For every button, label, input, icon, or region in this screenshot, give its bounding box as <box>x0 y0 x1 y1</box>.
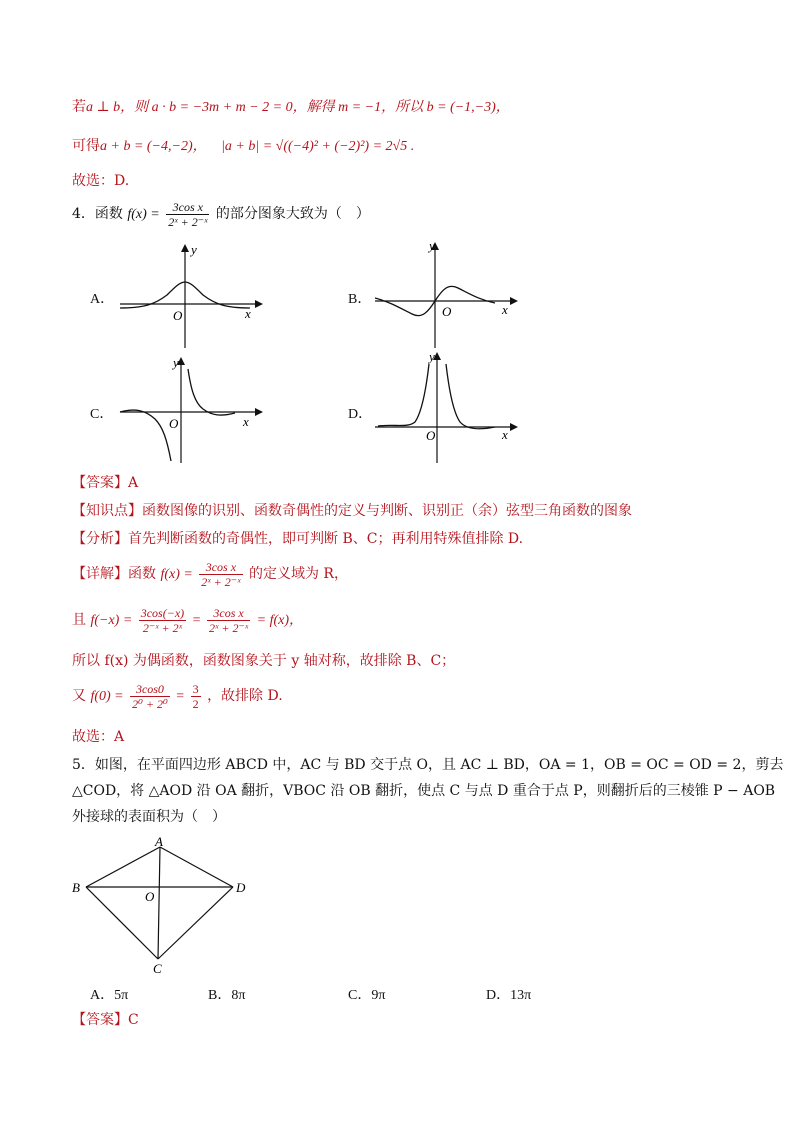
q4-option-b-label: B． <box>348 292 372 307</box>
q5-option-b: B．8π <box>208 988 246 1003</box>
q4-option-d-label: D． <box>348 407 373 422</box>
q4-a-origin: O <box>173 308 183 323</box>
q5-label-a: A <box>155 835 163 849</box>
q5-edge-ad <box>160 847 233 887</box>
q4-detail-2: 且 f(−x) = $\frac{3\cos(-x)}{\text{2⁻ˣ + 2ˣ}}$ = $\frac{\text{3cos x}}{\text{2ˣ + 2⁻ˣ}}$ = f(x)， <box>72 605 304 635</box>
q4-c-x-label: x <box>243 414 249 429</box>
q4-detail-3: 所以 f(x) 为偶函数，函数图象关于 y 轴对称，故排除 B、C； <box>72 653 456 669</box>
q4-b-origin: O <box>442 304 452 319</box>
q5-line2: △COD，将 △AOD 沿 OA 翻折，VBOC 沿 OB 翻折，使点 C 与点 D 重合于点 P，则翻折后的三棱锥 P − AOB <box>72 783 776 799</box>
q4-graph-c <box>115 355 265 465</box>
q5-answer-tag: 【答案】 <box>72 1012 128 1028</box>
q4-detail-eq: = <box>176 689 185 704</box>
q4-stem <box>72 198 370 231</box>
q5-answer <box>72 1011 139 1029</box>
q4-detail-4 <box>72 680 283 713</box>
q4-detail-frac3-num: 3cos0 <box>135 681 164 696</box>
q4-d-origin: O <box>426 428 436 443</box>
q4-detail-frac2-den: 2ˣ + 2⁻ˣ <box>208 620 249 635</box>
q4-detail-2-end: = f(x)， <box>256 613 304 628</box>
q4-detail-frac1 <box>139 606 186 635</box>
q4-detail-frac3 <box>130 682 170 711</box>
q4-detail-4-end: ，故排除 D. <box>207 688 283 704</box>
sol3-line1 <box>72 98 510 117</box>
q4-detail-4a: 又 <box>72 688 86 704</box>
q4-answer <box>72 474 138 492</box>
q4-detail-fneg: f(−x) = <box>90 613 133 628</box>
q4-analysis-text: 首先判断函数的奇偶性，即可判断 B、C；再利用特殊值排除 D. <box>128 531 524 547</box>
q4-c-y-label: y <box>173 355 179 370</box>
q4-c-origin: O <box>169 416 179 431</box>
q5-option-a: A．5π <box>90 988 129 1003</box>
q5-label-o: O <box>145 889 155 904</box>
q4-detail-fraction <box>199 560 242 589</box>
q5-label-c: C <box>153 961 162 976</box>
q5-line1: 5．如图，在平面四边形 ABCD 中，AC 与 BD 交于点 O，且 AC ⊥ BD，OA = 1，OB = OC = OD = 2，剪去 <box>72 757 784 773</box>
q4-analysis <box>72 530 523 548</box>
q4-a-y-label: y <box>191 242 197 257</box>
q4-detail-frac4-den: 2 <box>192 696 199 711</box>
q4-knowledge-tag: 【知识点】 <box>72 503 142 519</box>
q4-detail-fraction-den: 2ˣ + 2⁻ˣ <box>201 574 241 589</box>
q4-d-y-label: y <box>429 350 435 364</box>
q5-option-c: C．9π <box>348 988 386 1003</box>
q4-detail-frac2 <box>207 606 250 635</box>
q4-detail-2a: 且 <box>72 612 86 628</box>
q5-label-d: D <box>236 880 246 895</box>
q4-detail-frac2-num: 3cos x <box>213 605 244 620</box>
q4-fraction <box>166 200 209 229</box>
sol3-line1-expr: a ⊥ b，则 a · b = −3m + m − 2 = 0，解得 m = −1，所以 b = (−1,−3)， <box>86 100 510 115</box>
q4-analysis-tag: 【分析】 <box>72 531 128 547</box>
q4-option-a-label: A． <box>90 292 115 307</box>
q5-label-b: B <box>72 880 80 895</box>
q5-answer-value: C <box>128 1012 139 1028</box>
q4-stem-suffix: 的部分图象大致为（ ） <box>215 206 370 222</box>
q4-a-x-label: x <box>245 306 251 321</box>
sol3-line2 <box>72 137 414 156</box>
q4-answer-value: A <box>128 475 139 491</box>
q4-option-c-label: C． <box>90 407 114 422</box>
q4-d-x-label: x <box>502 427 508 442</box>
q4-fraction-den: 2ˣ + 2⁻ˣ <box>168 214 208 229</box>
q4-graph-d <box>370 350 520 465</box>
q5-quadrilateral-figure <box>68 835 268 980</box>
q4-detail-tag: 【详解】 <box>72 566 128 582</box>
q5-edge-dc <box>158 887 233 959</box>
q4-knowledge <box>72 502 632 520</box>
q4-knowledge-text: 函数图像的识别、函数奇偶性的定义与判断、识别正（余）弦型三角函数的图象 <box>142 503 632 519</box>
q4-detail-fraction-num: 3cos x <box>205 559 237 574</box>
sol3-line2-expr-b: |a + b| = √((−4)² + (−2)²) = 2√5 . <box>221 139 415 154</box>
q4-detail-1 <box>72 558 348 591</box>
q4-detail-1b: 的定义域为 R， <box>248 566 348 582</box>
sol3-line2-prefix: 可得 <box>72 138 100 154</box>
q4-detail-1a: 函数 <box>128 566 156 582</box>
q5-line3: 外接球的表面积为（ ） <box>72 809 226 825</box>
q4-fx: f(x) = <box>127 207 160 222</box>
q4-answer-tag: 【答案】 <box>72 475 128 491</box>
q4-stem-prefix: 4．函数 <box>72 206 123 222</box>
q4-b-y-label: y <box>429 240 435 253</box>
q5-diagonal-ac <box>158 847 160 959</box>
q4-fraction-num: 3cos x <box>172 199 203 214</box>
q4-detail-f0: f(0) = <box>90 689 124 704</box>
q4-graph-a <box>115 240 265 350</box>
sol3-choice: 故选：D. <box>72 173 130 189</box>
sol3-line2-expr-a: a + b = (−4,−2)， <box>100 139 207 154</box>
q4-detail-fx: f(x) = <box>160 567 193 582</box>
q5-options <box>90 984 730 1004</box>
q4-graph-b <box>370 240 520 350</box>
q4-b-x-label: x <box>502 302 508 317</box>
q5-option-d: D．13π <box>486 988 532 1003</box>
q4-detail-frac1-den: 2⁻ˣ + 2ˣ <box>139 620 186 635</box>
q4-detail-frac3-den: 2⁰ + 2⁰ <box>132 696 168 711</box>
q4-detail-frac4-num: 3 <box>192 681 199 696</box>
q5-edge-ab <box>86 847 160 887</box>
q4-choice: 故选：A <box>72 729 125 745</box>
q4-detail-frac1-num: 3cos(−x) <box>140 605 185 620</box>
sol3-line1-prefix: 若 <box>72 99 86 115</box>
q4-detail-frac4 <box>191 682 201 711</box>
